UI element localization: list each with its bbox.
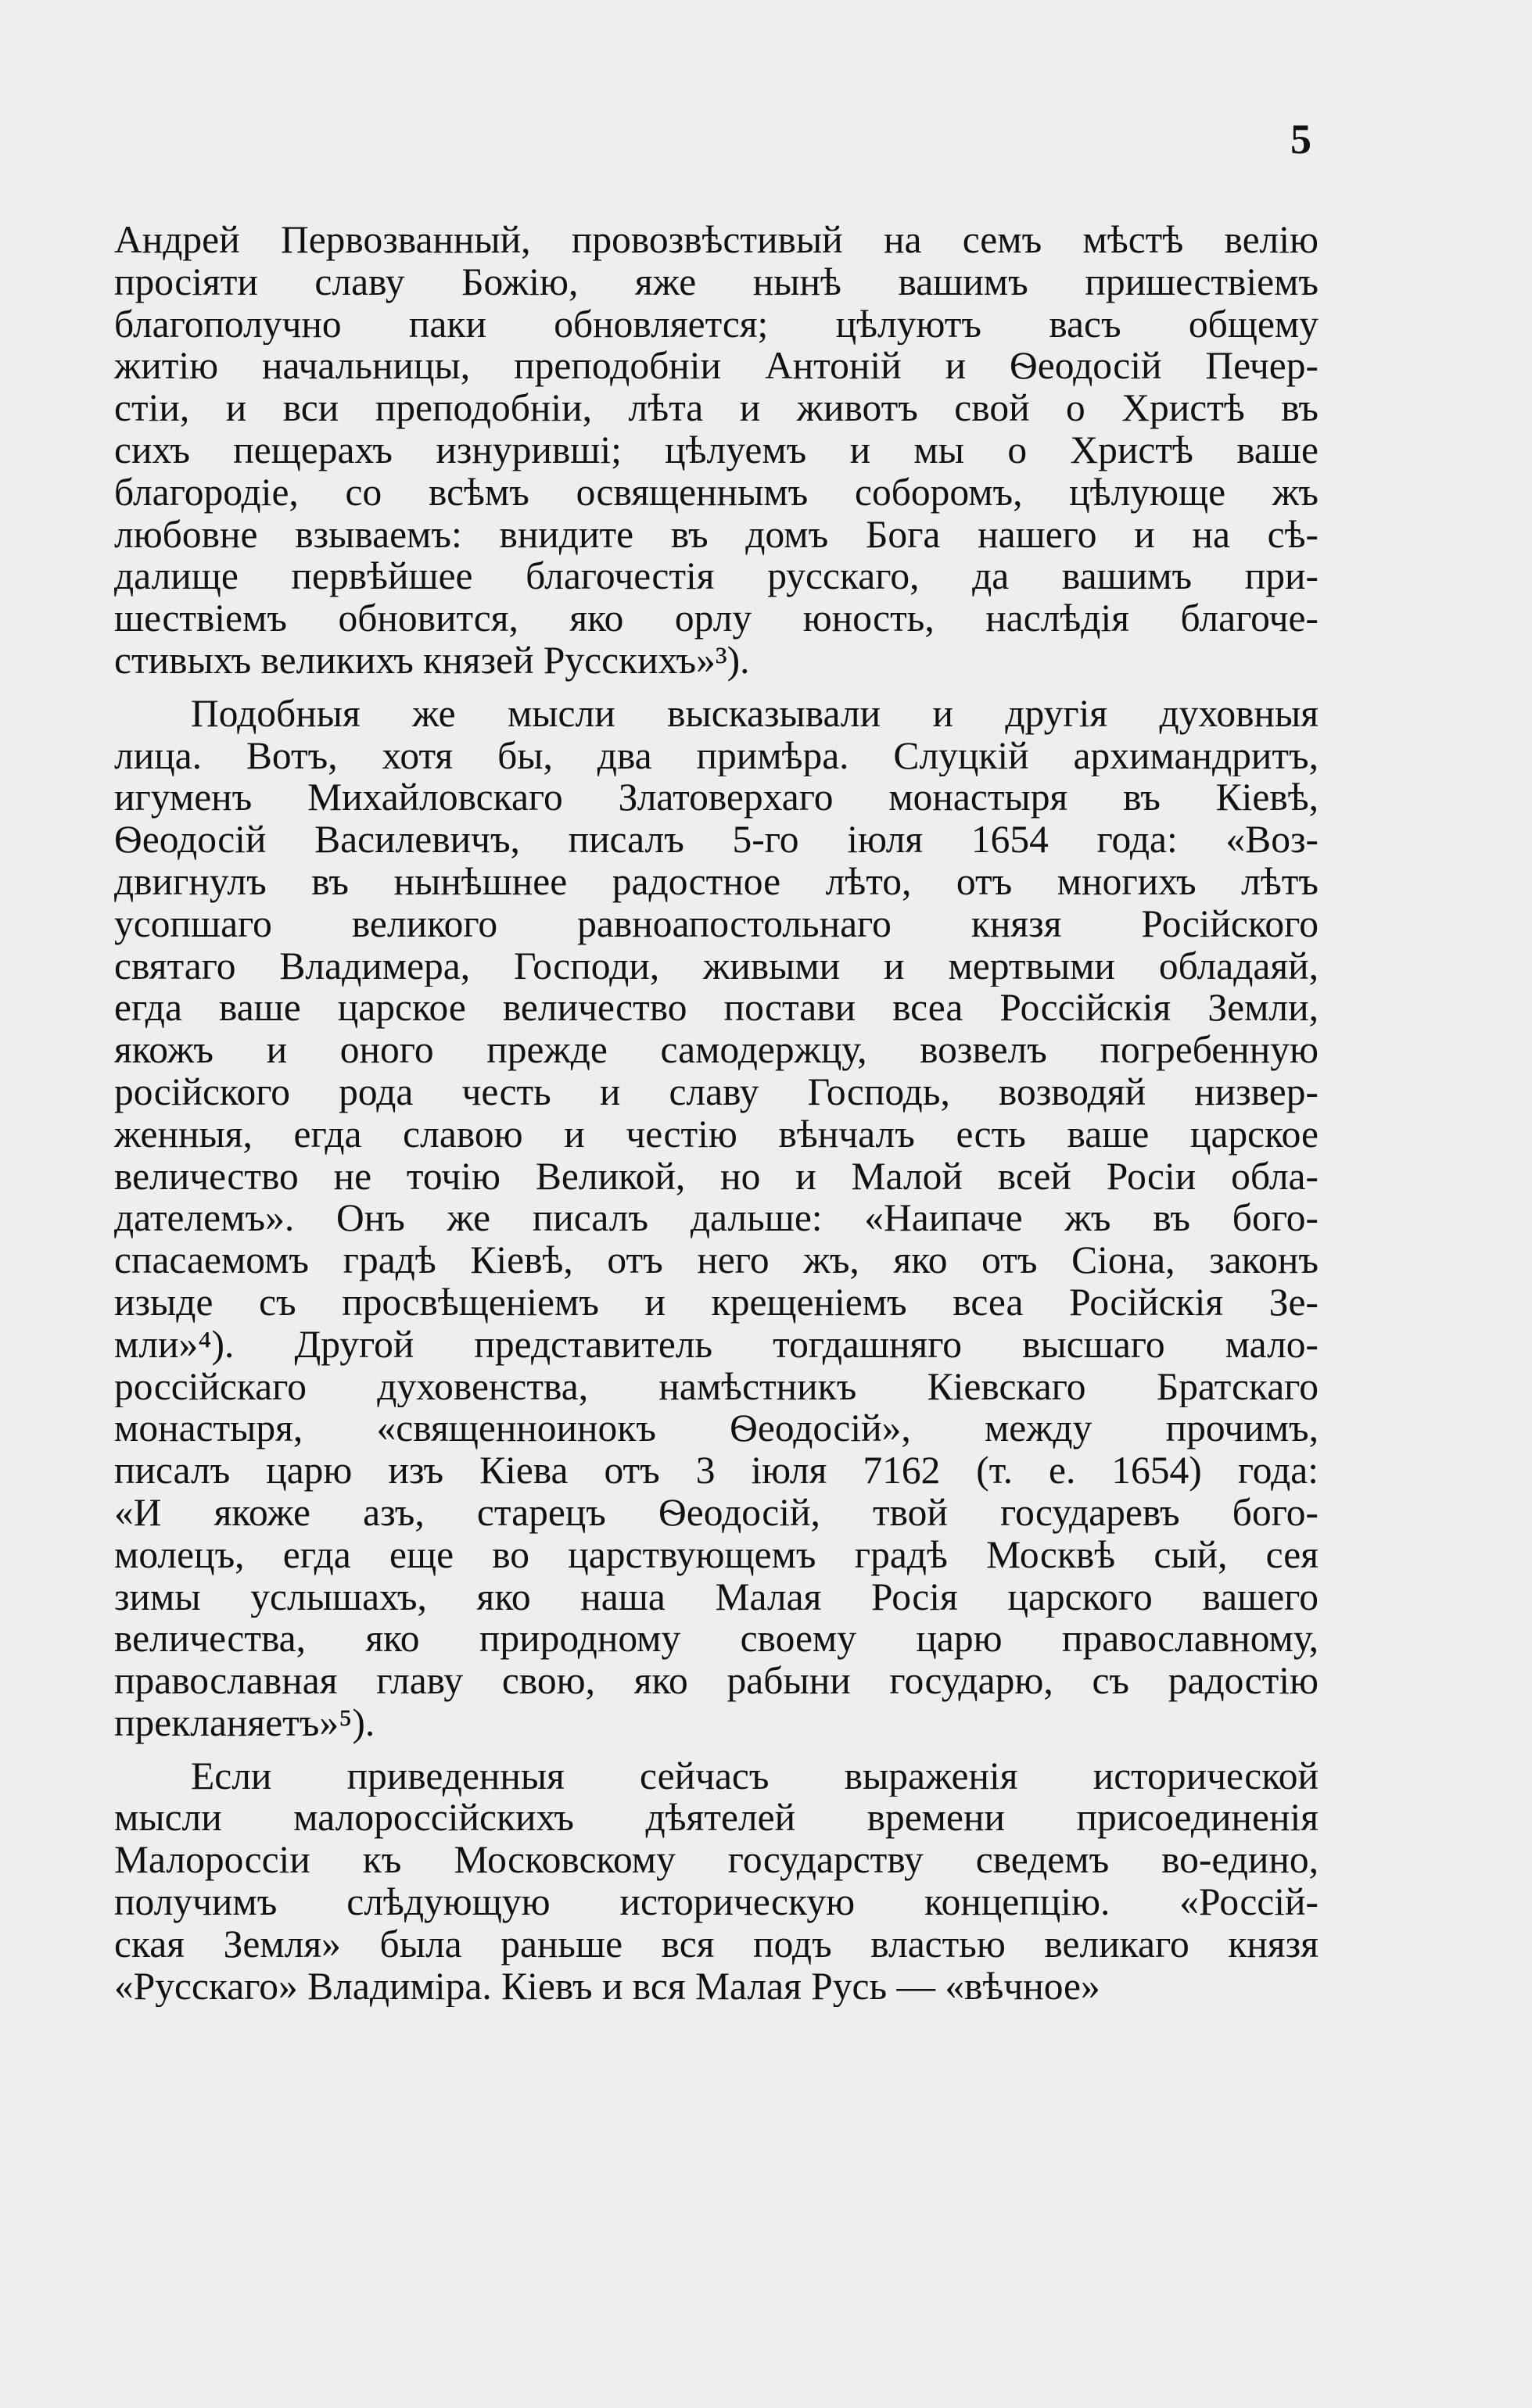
- text-line: любовне взываемъ: внидите въ домъ Бога нашего и на сѣ-: [114, 513, 1319, 556]
- text-line: величества, яко природному своему царю православному,: [114, 1618, 1319, 1661]
- text-line: якожъ и оного прежде самодержцу, возвелъ погребенную: [114, 1029, 1319, 1071]
- text-line: Подобныя же мысли высказывали и другія духовныя: [191, 692, 1319, 735]
- text-line: Малороссіи къ Московскому государству сведемъ во-едино,: [114, 1839, 1319, 1882]
- text-line: егда ваше царское величество постави всеа Россійскія Земли,: [114, 987, 1319, 1030]
- text-line: ская Земля» была раньше вся подъ властью великаго князя: [114, 1922, 1319, 1965]
- text-line: мли»⁴). Другой представитель тогдашняго высшаго мало-: [114, 1323, 1319, 1366]
- text-line: благополучно паки обновляется; цѣлуютъ васъ общему: [114, 303, 1319, 346]
- paragraph: [114, 693, 1319, 1744]
- text-line: писалъ царю изъ Кіева отъ 3 іюля 7162 (т. е. 1654) года:: [114, 1449, 1319, 1492]
- text-line: усопшаго великого равноапостольнаго князя Російского: [114, 902, 1319, 945]
- body-text: [114, 219, 1319, 2007]
- text-line: Андрей Первозванный, провозвѣстивый на семъ мѣстѣ велію: [114, 219, 1319, 261]
- text-line: зимы услышахъ, яко наша Малая Росія царского вашего: [114, 1575, 1319, 1618]
- text-line: «Русскаго» Владиміра. Кіевъ и вся Малая Русь — «вѣчное»: [114, 1965, 1100, 2008]
- text-line: женныя, егда славою и честію вѣнчалъ есть ваше царское: [114, 1113, 1319, 1156]
- text-line: молецъ, егда еще во царствующемъ градѣ Москвѣ сый, сея: [114, 1533, 1319, 1576]
- text-line: изыде съ просвѣщеніемъ и крещеніемъ всеа Російскія Зе-: [114, 1281, 1319, 1324]
- text-line: сихъ пещерахъ изнуривші; цѣлуемъ и мы о Христѣ ваше: [114, 428, 1319, 471]
- page-number: 5: [1290, 116, 1311, 163]
- text-line: лица. Вотъ, хотя бы, два примѣра. Слуцкій архимандритъ,: [114, 734, 1319, 777]
- text-line: просіяти славу Божію, яже нынѣ вашимъ пришествіемъ: [114, 260, 1319, 303]
- text-line: православная главу свою, яко рабыни государю, съ радостію: [114, 1660, 1319, 1702]
- text-line: стіи, и вси преподобніи, лѣта и животъ свой о Христѣ въ: [114, 387, 1319, 429]
- paragraph: [114, 1755, 1319, 2008]
- text-line: двигнулъ въ нынѣшнее радостное лѣто, отъ многихъ лѣтъ: [114, 860, 1319, 903]
- text-line: святаго Владимера, Господи, живыми и мертвыми обладаяй,: [114, 944, 1319, 987]
- text-line: дателемъ». Онъ же писалъ дальше: «Наипаче жъ въ бого-: [114, 1197, 1319, 1240]
- text-line: «И якоже азъ, старецъ Ѳеодосій, твой государевъ бого-: [114, 1491, 1319, 1534]
- text-line: спасаемомъ градѣ Кіевѣ, отъ него жъ, яко отъ Сіона, законъ: [114, 1239, 1319, 1281]
- text-line: прекланяетъ»⁵).: [114, 1701, 375, 1744]
- text-line: россійскаго духовенства, намѣстникъ Кіевскаго Братскаго: [114, 1365, 1319, 1408]
- text-line: получимъ слѣдующую историческую концепцію. «Россій-: [114, 1881, 1319, 1923]
- text-line: далище первѣйшее благочестія русскаго, да вашимъ при-: [114, 555, 1319, 598]
- text-line: стивыхъ великихъ князей Русскихъ»³).: [114, 639, 750, 682]
- text-line: благородіе, со всѣмъ освященнымъ соборомъ, цѣлующе жъ: [114, 471, 1319, 514]
- text-line: величество не точію Великой, но и Малой всей Росіи обла-: [114, 1155, 1319, 1198]
- text-line: монастыря, «священноинокъ Ѳеодосій», между прочимъ,: [114, 1407, 1319, 1450]
- text-line: Если приведенныя сейчасъ выраженія исторической: [191, 1754, 1319, 1797]
- text-line: Ѳеодосій Василевичъ, писалъ 5-го іюля 1654 года: «Воз-: [114, 819, 1319, 861]
- text-line: мысли малороссійскихъ дѣятелей времени присоединенія: [114, 1797, 1319, 1840]
- text-line: шествіемъ обновится, яко орлу юность, наслѣдія благоче-: [114, 597, 1319, 640]
- text-line: житію начальницы, преподобніи Антоній и Ѳеодосій Печер-: [114, 345, 1319, 388]
- text-line: російского рода честь и славу Господь, возводяй низвер-: [114, 1070, 1319, 1113]
- paragraph: [114, 219, 1319, 682]
- text-line: игуменъ Михайловскаго Златоверхаго монастыря въ Кіевѣ,: [114, 776, 1319, 819]
